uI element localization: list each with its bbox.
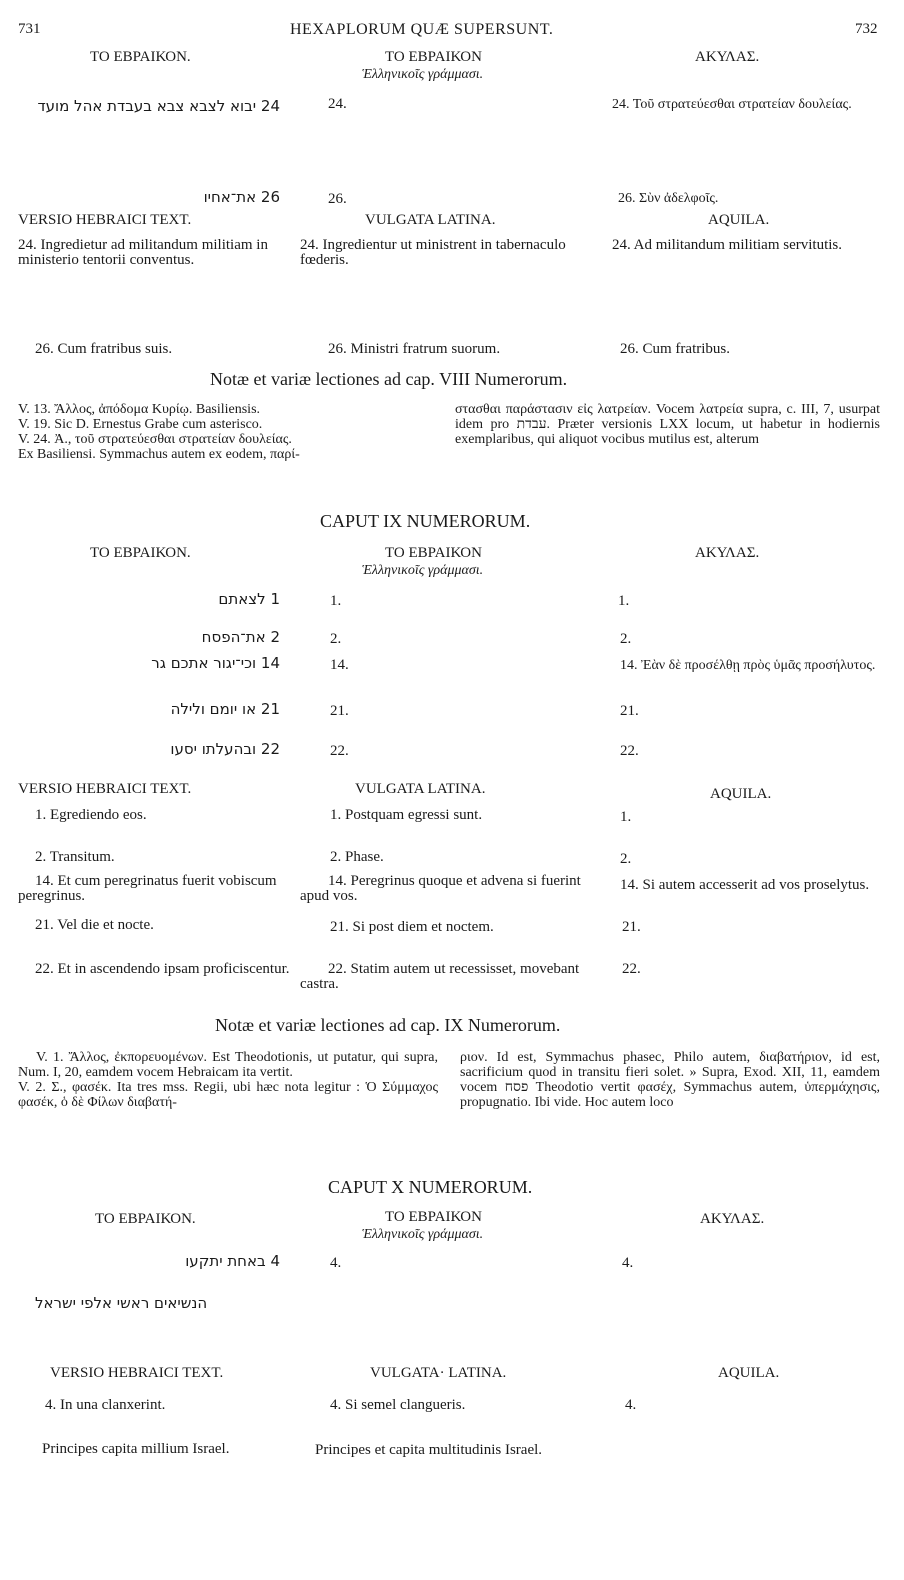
verse-number-24: 24.	[328, 96, 347, 112]
col-head-greek-letters: Ἑλληνικοῖς γράμμασι.	[362, 67, 484, 82]
cap9-lat-aquila-22: 22.	[622, 961, 641, 977]
cap9-number-2: 2.	[330, 631, 342, 647]
cap9-number-21: 21.	[330, 703, 349, 719]
cap9-vulgata-14: 14. Peregrinus quoque et advena si fuerint apud vos.	[300, 873, 581, 904]
notes-cap8-right: στασθαι παράστασιν εἰς λατρείαν. Vocem λατρεία supra, c. III, 7, usurpat idem pro עבדת. Præter versionis LXX locum, ut habetur in hodiernis exemplaribus, qui aliquot vocibus mutilus est, alterum	[455, 402, 881, 447]
cap10-col-head-greek-letters: Ἑλληνικοῖς γράμμασι.	[362, 1227, 484, 1242]
cap9-hebrew-21: 21 או יומם ולילה	[170, 700, 280, 718]
cap9-number-14: 14.	[330, 657, 349, 673]
page-number-right: 732	[855, 21, 878, 37]
aquila-26: 26. Cum fratribus.	[620, 341, 730, 357]
running-title: HEXAPLORUM QUÆ SUPERSUNT.	[290, 21, 554, 38]
cap9-number-22: 22.	[330, 743, 349, 759]
cap10-versio-4: 4. In una clanxerint.	[45, 1397, 166, 1413]
cap9-col-head-versio: VERSIO HEBRAICI TEXT.	[18, 781, 192, 797]
cap9-lat-aquila-2: 2.	[620, 851, 632, 867]
vulgata-26: 26. Ministri fratrum suorum.	[328, 341, 501, 357]
cap9-aquila-1: 1.	[618, 593, 630, 609]
cap9-number-1: 1.	[330, 593, 342, 609]
cap9-vulgata-21: 21. Si post diem et noctem.	[330, 919, 494, 935]
cap9-lat-aquila-14: 14. Si autem accesserit ad vos proselytus.	[620, 877, 870, 893]
cap9-vulgata-2: 2. Phase.	[330, 849, 384, 865]
notes-cap8-left: V. 13. Ἄλλος, ἀπόδομα Κυρίῳ. Basiliensis. V. 19. Sic D. Ernestus Grabe cum asterisco. V. 24. Ἀ., τοῦ στρατεύεσθαι στρατείαν δουλείας. Ex Basiliensi. Symmachus autem ex eodem, παρί-	[18, 402, 300, 462]
cap9-hebrew-1: 1 לצאתם	[218, 590, 280, 608]
col-head-aquila: AQUILA.	[708, 212, 770, 228]
notes-cap9-right: ριον. Id est, Symmachus phasec, Philo autem, διαβατήριον, id est, sacrificium quod in transitu fieri solet. » Supra, Exod. XII, 11, eamdem vocem פסח Theodotio vertit φασέχ, Symmachus autem, ὑπερμάχησις, propugnatio. Ibi vide. Hoc autem loco	[460, 1050, 880, 1110]
cap9-versio-1: 1. Egrediendo eos.	[35, 807, 147, 823]
cap9-aquila-21: 21.	[620, 703, 639, 719]
cap9-versio-2: 2. Transitum.	[35, 849, 115, 865]
verse-number-26: 26.	[328, 191, 347, 207]
cap9-col-head-aquila: AQUILA.	[710, 786, 772, 802]
col-head-vulgata: VULGATA LATINA.	[365, 212, 496, 228]
aquila-24: 24. Ad militandum militiam servitutis.	[612, 237, 842, 253]
cap10-col-head-aquila: AQUILA.	[718, 1365, 780, 1381]
cap9-versio-22: 22. Et in ascendendo ipsam proficiscentur.	[35, 961, 290, 977]
page-number-left: 731	[18, 21, 41, 37]
cap10-hebrew-4b: הנשיאים ראשי אלפי ישראל	[35, 1294, 208, 1312]
cap10-vulgata-4: 4. Si semel clangueris.	[330, 1397, 466, 1413]
cap9-hebrew-14: 14 וכי־יגור אתכם גר	[151, 654, 280, 672]
cap9-versio-14: 14. Et cum peregrinatus fuerit vobiscum peregrinus.	[18, 873, 277, 904]
cap9-col-head-greek-letters: Ἑλληνικοῖς γράμμασι.	[362, 563, 484, 578]
cap10-number-4: 4.	[330, 1255, 342, 1271]
cap9-aquila-2: 2.	[620, 631, 632, 647]
cap10-title: CAPUT X NUMERORUM.	[328, 1177, 533, 1197]
cap9-col-head-vulgata: VULGATA LATINA.	[355, 781, 486, 797]
col-head-versio: VERSIO HEBRAICI TEXT.	[18, 212, 192, 228]
cap9-col-head-hebraikon-greek: ΤΟ ΕΒΡΑΙΚΟΝ	[385, 545, 482, 561]
cap10-col-head-akylas: ΑΚΥΛΑΣ.	[700, 1211, 765, 1227]
cap9-lat-aquila-1: 1.	[620, 809, 632, 825]
cap10-aquila-lat-4: 4.	[625, 1397, 637, 1413]
notes-cap9-left: V. 1. Ἄλλος, ἐκπορευομένων. Est Theodotionis, ut putatur, qui supra, Num. I, 20, eamdem vocem Hebraicam ita vertit. V. 2. Σ., φασέκ. Ita tres mss. Regii, ubi hæc nota legitur : Ὁ Σύμμαχος φασέκ, ὁ δὲ Φίλων διαβατή-	[18, 1050, 438, 1110]
cap9-col-head-akylas: ΑΚΥΛΑΣ.	[695, 545, 760, 561]
notes-cap9-title: Notæ et variæ lectiones ad cap. IX Numerorum.	[215, 1015, 561, 1035]
notes-cap8-title: Notæ et variæ lectiones ad cap. VIII Numerorum.	[210, 369, 568, 389]
aquila-greek-26: 26. Σὺν ἀδελφοῖς.	[618, 191, 719, 206]
cap9-versio-21: 21. Vel die et nocte.	[35, 917, 154, 933]
cap10-aquila-4: 4.	[622, 1255, 634, 1271]
col-head-akylas: ΑΚΥΛΑΣ.	[695, 49, 760, 65]
cap9-col-head-hebraikon: ΤΟ ΕΒΡΑΙΚΟΝ.	[90, 545, 191, 561]
versio-24: 24. Ingredietur ad militandum militiam in ministerio tentorii conventus.	[18, 237, 268, 268]
cap10-col-head-hebraikon-greek: ΤΟ ΕΒΡΑΙΚΟΝ	[385, 1209, 482, 1225]
cap10-vulgata-4b: Principes et capita multitudinis Israel.	[315, 1442, 543, 1458]
cap10-col-head-vulgata: VULGATA· LATINA.	[370, 1365, 507, 1381]
cap10-col-head-versio: VERSIO HEBRAICI TEXT.	[50, 1365, 224, 1381]
cap9-hebrew-22: 22 ובהעלתו יסעו	[170, 740, 280, 758]
cap9-vulgata-22: 22. Statim autem ut recessisset, movebant castra.	[300, 961, 580, 992]
vulgata-24: 24. Ingredientur ut ministrent in tabernaculo fœderis.	[300, 237, 566, 268]
col-head-hebraikon: ΤΟ ΕΒΡΑΙΚΟΝ.	[90, 49, 191, 65]
aquila-greek-24: 24. Τοῦ στρατεύεσθαι στρατείαν δουλείας.	[612, 97, 852, 112]
col-head-hebraikon-greek: ΤΟ ΕΒΡΑΙΚΟΝ	[385, 49, 482, 65]
cap9-title: CAPUT IX NUMERORUM.	[320, 511, 531, 531]
cap9-aquila-14: 14. Ἐὰν δὲ προσέλθῃ πρὸς ὑμᾶς προσήλυτος.	[620, 658, 876, 673]
cap10-hebrew-4: 4 באחת יתקעו	[185, 1252, 280, 1270]
hebrew-verse-26: 26 את־אחיו	[203, 188, 280, 206]
cap9-aquila-22: 22.	[620, 743, 639, 759]
cap9-hebrew-2: 2 את־הפסח	[201, 628, 280, 646]
cap9-vulgata-1: 1. Postquam egressi sunt.	[330, 807, 483, 823]
cap10-col-head-hebraikon: ΤΟ ΕΒΡΑΙΚΟΝ.	[95, 1211, 196, 1227]
cap9-lat-aquila-21: 21.	[622, 919, 641, 935]
versio-26: 26. Cum fratribus suis.	[35, 341, 173, 357]
cap10-versio-4b: Principes capita millium Israel.	[42, 1441, 230, 1457]
hebrew-verse-24: 24 יבוא לצבא צבא בעבדת אהל מועד	[37, 97, 280, 115]
